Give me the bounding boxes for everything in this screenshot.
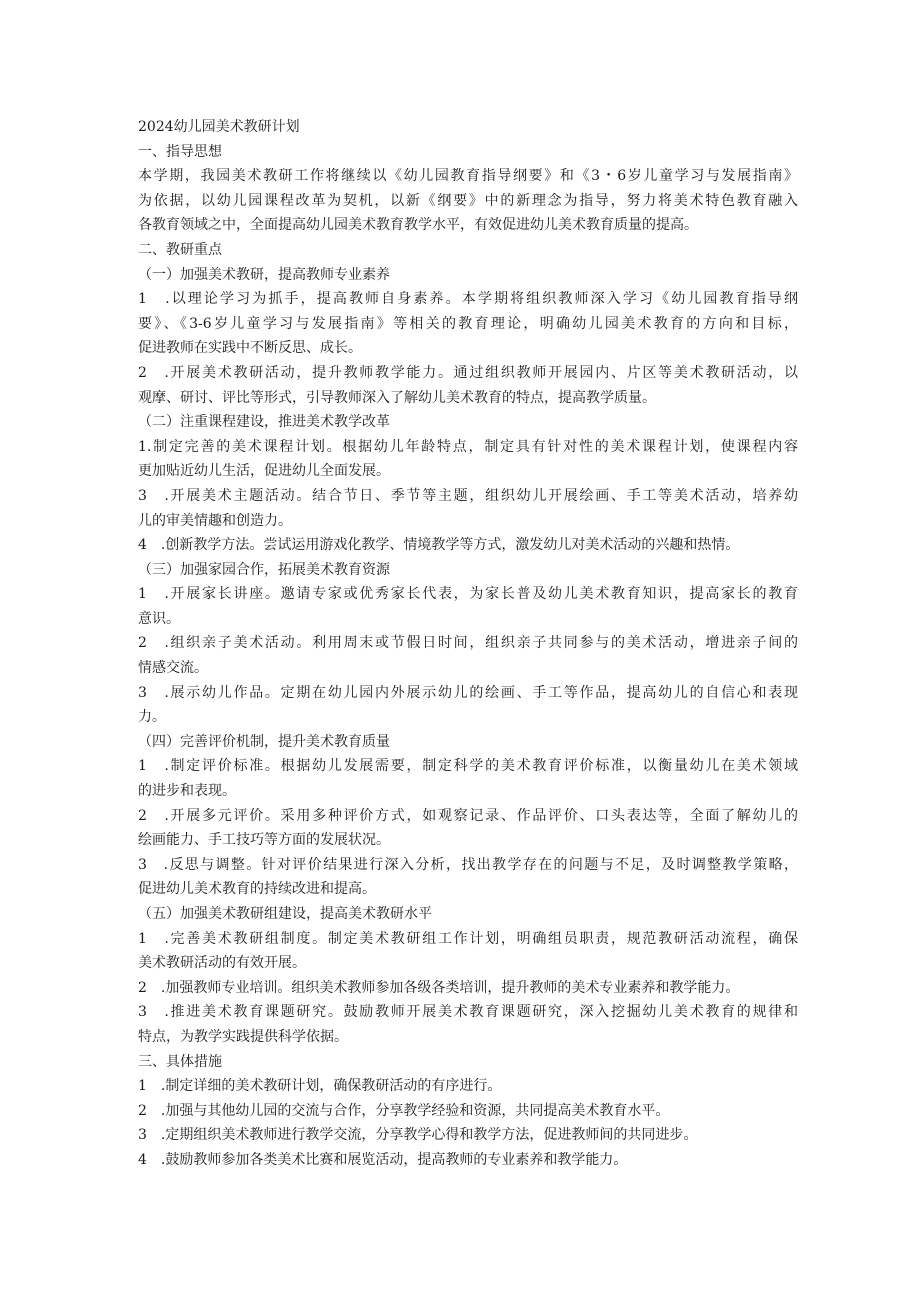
- subsection-heading: （四）完善评价机制，提升美术教育质量: [138, 733, 390, 750]
- paragraph-line: 儿的审美情趣和创造力。: [138, 512, 292, 529]
- paragraph-line: 美术教研活动的有效开展。: [138, 955, 306, 972]
- paragraph-line: 更加贴近幼儿生活，促进幼儿全面发展。: [138, 463, 390, 480]
- paragraph-line: 1 .以理论学习为抓手，提高教师自身素养。本学期将组织教师深入学习《幼儿园教育指导纲: [138, 291, 798, 308]
- paragraph-line: 2 .开展多元评价。采用多种评价方式，如观察记录、作品评价、口头表达等，全面了解幼儿的: [138, 807, 798, 824]
- subsection-heading: （五）加强美术教研组建设，提高美术教研水平: [138, 906, 432, 922]
- section-heading: 二、教研重点: [138, 241, 222, 258]
- subsection-heading: （一）加强美术教研，提高教师专业素养: [138, 266, 390, 283]
- paragraph-line: 3 .开展美术主题活动。结合节日、季节等主题，组织幼儿开展绘画、手工等美术活动，培养幼: [138, 487, 798, 504]
- paragraph-line: 2 .加强教师专业培训。组织美术教师参加各级各类培训，提升教师的美术专业素养和教学能力。: [138, 979, 740, 996]
- subsection-heading: （三）加强家园合作，拓展美术教育资源: [138, 561, 390, 578]
- paragraph-line: 意识。: [138, 610, 180, 627]
- paragraph-line: 特点，为教学实践提供科学依据。: [138, 1028, 348, 1045]
- paragraph-line: 2 .组织亲子美术活动。利用周末或节假日时间，组织亲子共同参与的美术活动，增进亲子间的: [138, 635, 798, 652]
- paragraph-line: 情感交流。: [138, 660, 208, 677]
- paragraph-line: 2 .开展美术教研活动，提升教师教学能力。通过组织教师开展园内、片区等美术教研活动，以: [138, 364, 798, 381]
- subsection-heading: （二）注重课程建设，推进美术教学改革: [138, 414, 390, 431]
- paragraph-line: 各教育领域之中，全面提高幼儿园美术教育教学水平，有效促进幼儿美术教育质量的提高。: [138, 217, 698, 234]
- paragraph-line: 1.制定完善的美术课程计划。根据幼儿年龄特点，制定具有针对性的美术课程计划，使课程内容: [138, 438, 798, 455]
- paragraph-line: 为依据，以幼儿园课程改革为契机，以新《纲要》中的新理念为指导，努力将美术特色教育融入: [138, 192, 798, 209]
- paragraph-line: 要》、《3-6岁儿童学习与发展指南》等相关的教育理论，明确幼儿园美术教育的方向和目标，: [138, 315, 798, 332]
- paragraph-line: 3 .推进美术教育课题研究。鼓励教师开展美术教育课题研究，深入挖掘幼儿美术教育的规律和: [138, 1004, 798, 1021]
- paragraph-line: 1 .制定评价标准。根据幼儿发展需要，制定科学的美术教育评价标准，以衡量幼儿在美术领域: [138, 758, 798, 775]
- paragraph-line: 促进教师在实践中不断反思、成长。: [138, 340, 362, 357]
- section-heading: 三、具体措施: [138, 1053, 222, 1070]
- paragraph-line: 4 .鼓励教师参加各类美术比赛和展览活动，提高教师的专业素养和教学能力。: [138, 1151, 628, 1168]
- paragraph-line: 本学期，我园美术教研工作将继续以《幼儿园教育指导纲要》和《3・6岁儿童学习与发展指南》: [138, 168, 798, 185]
- paragraph-line: 的进步和表现。: [138, 783, 236, 800]
- paragraph-line: 力。: [138, 709, 166, 726]
- paragraph-line: 3 .定期组织美术教师进行教学交流，分享教学心得和教学方法，促进教师间的共同进步。: [138, 1127, 698, 1144]
- paragraph-line: 3 .反思与调整。针对评价结果进行深入分析，找出教学存在的问题与不足，及时调整教学策略，: [138, 856, 798, 873]
- paragraph-line: 3 .展示幼儿作品。定期在幼儿园内外展示幼儿的绘画、手工等作品，提高幼儿的自信心和表现: [138, 684, 798, 701]
- paragraph-line: 4 .创新教学方法。尝试运用游戏化教学、情境教学等方式，激发幼儿对美术活动的兴趣和热情。: [138, 537, 740, 554]
- paragraph-line: 绘画能力、手工技巧等方面的发展状况。: [138, 832, 390, 849]
- document-body: [138, 115, 798, 1173]
- section-heading: 一、指导思想: [138, 143, 222, 160]
- paragraph-line: 促进幼儿美术教育的持续改进和提高。: [138, 881, 376, 898]
- paragraph-line: 1 .制定详细的美术教研计划，确保教研活动的有序进行。: [138, 1078, 502, 1095]
- paragraph-line: 观摩、研讨、评比等形式，引导教师深入了解幼儿美术教育的特点，提高教学质量。: [138, 389, 656, 406]
- paragraph-line: 1 .开展家长讲座。邀请专家或优秀家长代表，为家长普及幼儿美术教育知识，提高家长的教育: [138, 586, 798, 603]
- paragraph-line: 2 .加强与其他幼儿园的交流与合作，分享教学经验和资源，共同提高美术教育水平。: [138, 1102, 670, 1119]
- paragraph-line: 1 .完善美术教研组制度。制定美术教研组工作计划，明确组员职责，规范教研活动流程，确保: [138, 930, 798, 947]
- document-title: 2024幼儿园美术教研计划: [138, 119, 300, 135]
